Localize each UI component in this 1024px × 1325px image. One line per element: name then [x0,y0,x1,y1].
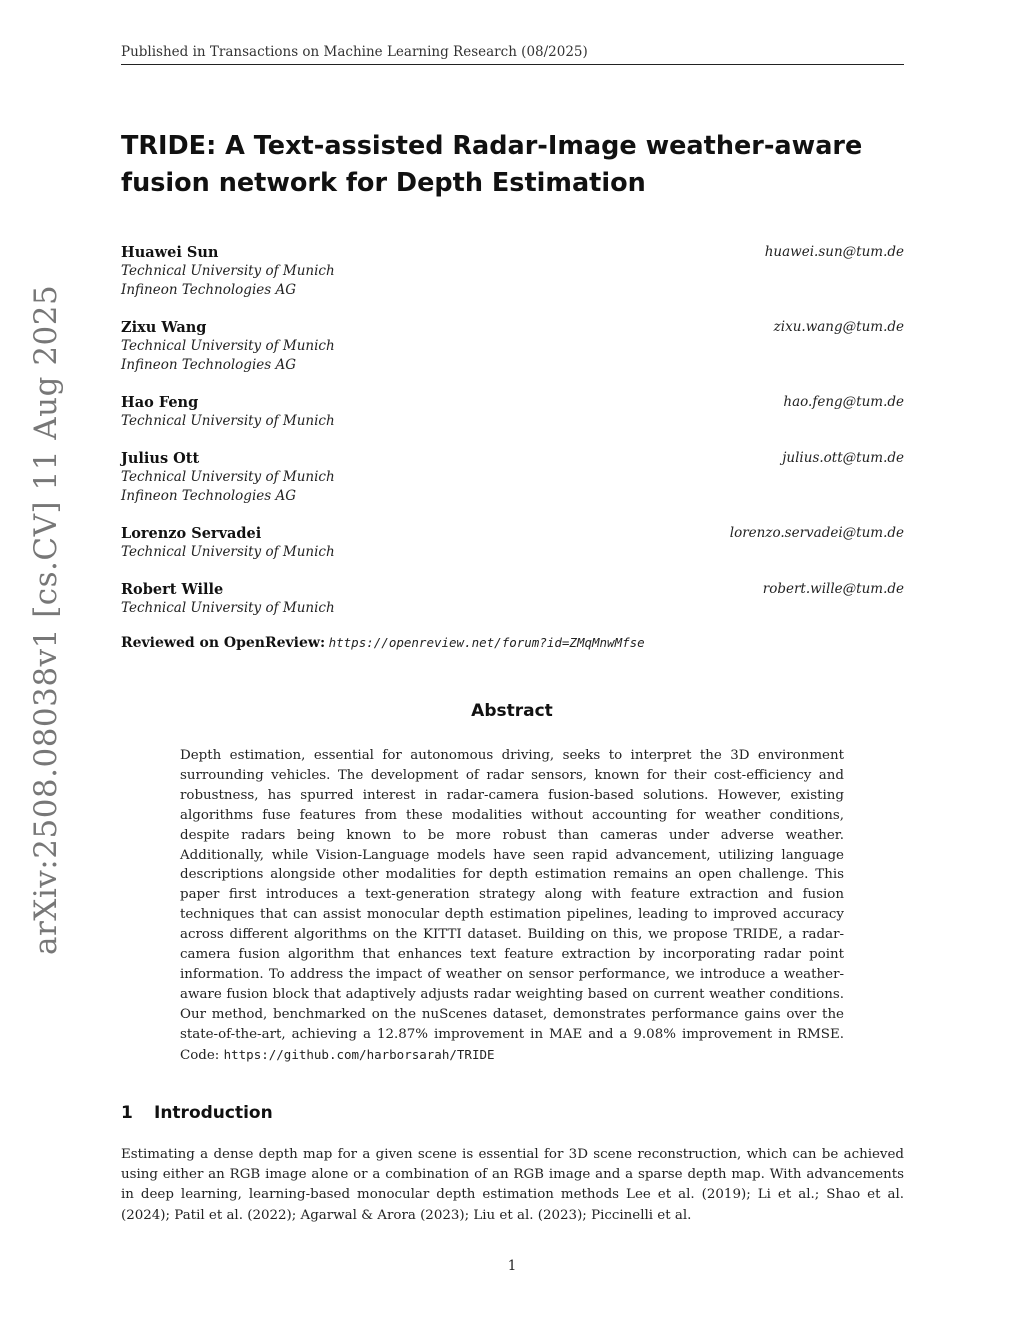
author-block [121,243,904,300]
openreview-line [121,635,645,652]
author-affiliation: Infineon Technologies AG [121,357,296,373]
introduction-paragraph: Estimating a dense depth map for a given scene is essential for 3D scene reconstruction, which can be achieved using either an RGB image alone or a combination of an RGB image and a sparse depth map. With advancements in deep learning, learning-based monocular depth estimation methods Lee et al. (2019); Li et al.; Shao et al. (2024); Patil et al. (2022); Agarwal & Arora (2023); Liu et al. (2023); Piccinelli et al. [121,1147,904,1223]
section-heading-introduction [121,1103,273,1123]
author-email: zixu.wang@tum.de [773,319,904,335]
openreview-label: Reviewed on OpenReview: [121,635,326,651]
author-affiliation: Technical University of Munich [121,338,335,354]
running-head: Published in Transactions on Machine Learning Research (08/2025) [121,44,904,65]
author-block [121,318,904,375]
paper-title: TRIDE: A Text-assisted Radar-Image weather-aware fusion network for Depth Estimation [121,131,863,198]
author-block [121,449,904,506]
page-number: 1 [507,1258,517,1274]
author-affiliation: Technical University of Munich [121,544,335,560]
author-affiliation: Infineon Technologies AG [121,282,296,298]
abstract-heading: Abstract [471,701,553,721]
section-title: Introduction [154,1103,273,1123]
abstract-text [180,746,844,1066]
author-email: julius.ott@tum.de [782,450,904,466]
openreview-link[interactable]: https://openreview.net/forum?id=ZMqMnwMfse [328,635,645,650]
author-block [121,524,904,562]
author-name: Zixu Wang [121,319,207,336]
author-name: Robert Wille [121,581,224,598]
author-affiliation: Technical University of Munich [121,413,335,429]
author-block [121,580,904,618]
author-block [121,393,904,431]
code-link[interactable]: https://github.com/harborsarah/TRIDE [223,1046,495,1062]
author-affiliation: Infineon Technologies AG [121,488,296,504]
arxiv-identifier-stamp: arXiv:2508.08038v1 [cs.CV] 11 Aug 2025 [28,284,64,955]
author-affiliation: Technical University of Munich [121,263,335,279]
author-email: robert.wille@tum.de [762,581,904,597]
author-affiliation: Technical University of Munich [121,469,335,485]
author-name: Hao Feng [121,394,199,411]
author-email: lorenzo.servadei@tum.de [729,525,904,541]
section-number: 1 [121,1103,133,1123]
author-name: Huawei Sun [121,244,219,261]
author-email: huawei.sun@tum.de [764,244,904,260]
abstract-paragraph: Depth estimation, essential for autonomous driving, seeks to interpret the 3D environment surrounding vehicles. The development of radar sensors, known for their cost-efficiency and robustness, has spurred interest in radar-camera fusion-based solutions. However, existing algorithms fuse features from these modalities without accounting for weather conditions, despite radars being known to be more robust than cameras under adverse weather. Additionally, while Vision-Language models have seen rapid advancement, utilizing language descriptions alongside other modalities for depth estimation remains an open challenge. This paper first introduces a text-generation strategy along with feature extraction and fusion techniques that can assist monocular depth estimation pipelines, leading to improved accuracy across different algorithms on the KITTI dataset. Building on this, we propose TRIDE, a radar-camera fusion algorithm that enhances text feature extraction by incorporating radar point information. To address the impact of weather on sensor performance, we introduce a weather-aware fusion block that adaptively adjusts radar weighting based on current weather conditions. Our method, benchmarked on the nuScenes dataset, demonstrates performance gains over the state-of-the-art, achieving a 12.87% improvement in MAE and a 9.08% improvement in RMSE. Code: [180,748,844,1063]
author-email: hao.feng@tum.de [783,394,904,410]
author-name: Julius Ott [121,450,200,467]
author-affiliation: Technical University of Munich [121,600,335,616]
author-name: Lorenzo Servadei [121,525,262,542]
